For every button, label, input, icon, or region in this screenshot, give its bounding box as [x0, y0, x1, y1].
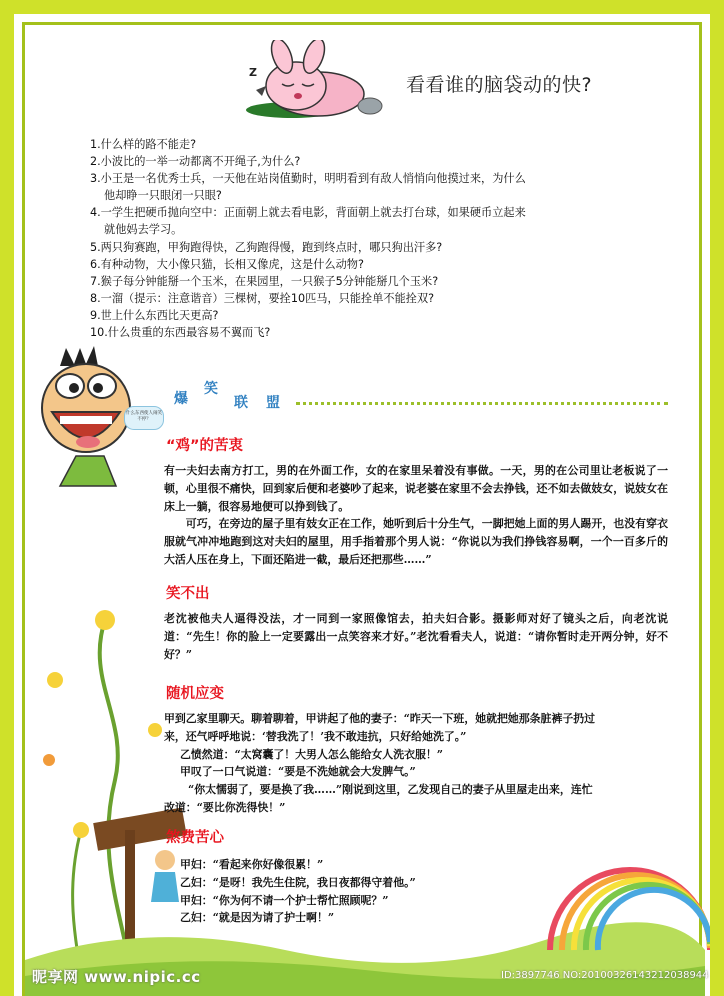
dialogue-line: 乙妇：“是呀！我先生住院，我日夜都得守着他。” [180, 875, 416, 889]
rainbow-decoration [540, 820, 710, 960]
dialogue-line: 来，还气呼呼地说：‘替我洗了！’我不敢违抗，只好给她洗了。” [164, 729, 467, 743]
sleeping-bunny-illustration [230, 40, 390, 122]
watermark-site: 昵享网 www.nipic.cc [32, 968, 201, 986]
page-title: 看看谁的脑袋动的快? [406, 74, 593, 96]
dialogue-line: 甲妇：“你为何不请一个护士帮忙照顾呢？” [180, 893, 389, 907]
banner-char: 联 [234, 395, 248, 411]
riddle-item: 2.小波比的一举一动都离不开绳子,为什么? [90, 155, 301, 169]
story-paragraph: 可巧，在旁边的屋子里有妓女正在工作，她听到后十分生气，一脚把她上面的男人踢开，也没有穿衣服就气冲冲地跑到这对夫妇的屋里，用手指着那个男人说：“你说以为我们挣钱容易啊，一个一百多斤的大活人压在身上，下面还陷进一截，最后还把那些……” [164, 517, 668, 566]
dialogue-line: 乙愤然道：“太窝囊了！大男人怎么能给女人洗衣服！” [180, 747, 444, 761]
riddle-item-continued: 他却睁一只眼闭一只眼? [104, 189, 222, 203]
dialogue-line: 改道：“要比你洗得快！” [164, 800, 286, 814]
sleep-mark: Z [249, 66, 257, 79]
story-title: 笑不出 [166, 586, 210, 602]
riddle-item: 10.什么贵重的东西最容易不翼而飞? [90, 326, 271, 340]
riddle-item: 5.两只狗赛跑，甲狗跑得快，乙狗跑得慢，跑到终点时，哪只狗出汗多? [90, 240, 443, 254]
story-title: 随机应变 [166, 686, 224, 702]
dialogue-line: “你太懦弱了，要是换了我……”刚说到这里，乙发现自己的妻子从里屋走出来，连忙 [188, 783, 593, 797]
dialogue-line: 甲到乙家里聊天。聊着聊着，甲讲起了他的妻子：“昨天一下班，她就把她那条脏裤子扔过 [164, 712, 596, 725]
riddle-list [90, 136, 610, 341]
riddle-item: 4.一学生把硬币抛向空中：正面朝上就去看电影，背面朝上就去打台球，如果硬币立起来 [90, 206, 526, 220]
riddle-item: 9.世上什么东西比天更高? [90, 308, 219, 322]
story-body [164, 610, 668, 663]
story-paragraph: 有一夫妇去南方打工，男的在外面工作，女的在家里呆着没有事做。一天，男的在公司里让老板说了一顿，心里很不痛快，回到家后便和老婆吵了起来，说老婆在家里不会去挣钱，还不如去做妓女，说妓女在床上一躺，很容易地便可以挣到钱了。 [164, 464, 668, 513]
story-body [164, 710, 668, 817]
speech-badge: 什么东西使人闹笑不停？ [124, 406, 164, 430]
riddle-item: 3.小王是一名优秀士兵，一天他在站岗值勤时，明明看到有敌人悄悄向他摸过来，为什么 [90, 172, 526, 186]
dialogue-line: 乙妇：“就是因为请了护士啊！” [180, 911, 335, 925]
story-title: “鸡”的苦衷 [166, 438, 244, 454]
story-title: 煞费苦心 [166, 830, 224, 846]
riddle-item: 1.什么样的路不能走? [90, 138, 197, 151]
banner-char: 笑 [204, 381, 218, 397]
banner-dotted-divider [296, 402, 668, 405]
riddle-item: 6.有种动物，大小像只猫，长相又像虎，这是什么动物? [90, 257, 364, 271]
watermark-id: ID:3897746 NO:20100326143212038944 [501, 970, 709, 981]
riddle-item: 7.猴子每分钟能掰一个玉米，在果园里，一只猴子5分钟能掰几个玉米? [90, 274, 439, 288]
banner-char: 盟 [266, 395, 280, 411]
dialogue-line: 甲叹了一口气说道：“要是不洗她就会大发脾气。” [180, 765, 416, 779]
banner-char: 爆 [174, 391, 188, 407]
story-paragraph: 老沈被他夫人逼得没法，才一同到一家照像馆去，拍夫妇合影。摄影师对好了镜头之后，向老沈说道：“先生！你的脸上一定要露出一点笑容来才好。”老沈看看夫人，说道：“请你暂时走开两分钟，好不好？” [164, 612, 668, 661]
dialogue-line: 甲妇：“看起来你好像很累！” [180, 858, 324, 871]
story-body [180, 856, 540, 927]
story-body [164, 462, 668, 569]
riddle-item-continued: 就他妈去学习。 [104, 223, 183, 237]
riddle-item: 8.一溜（提示：注意谐音）三棵树，要拴10匹马，只能拴单不能拴双? [90, 291, 435, 305]
